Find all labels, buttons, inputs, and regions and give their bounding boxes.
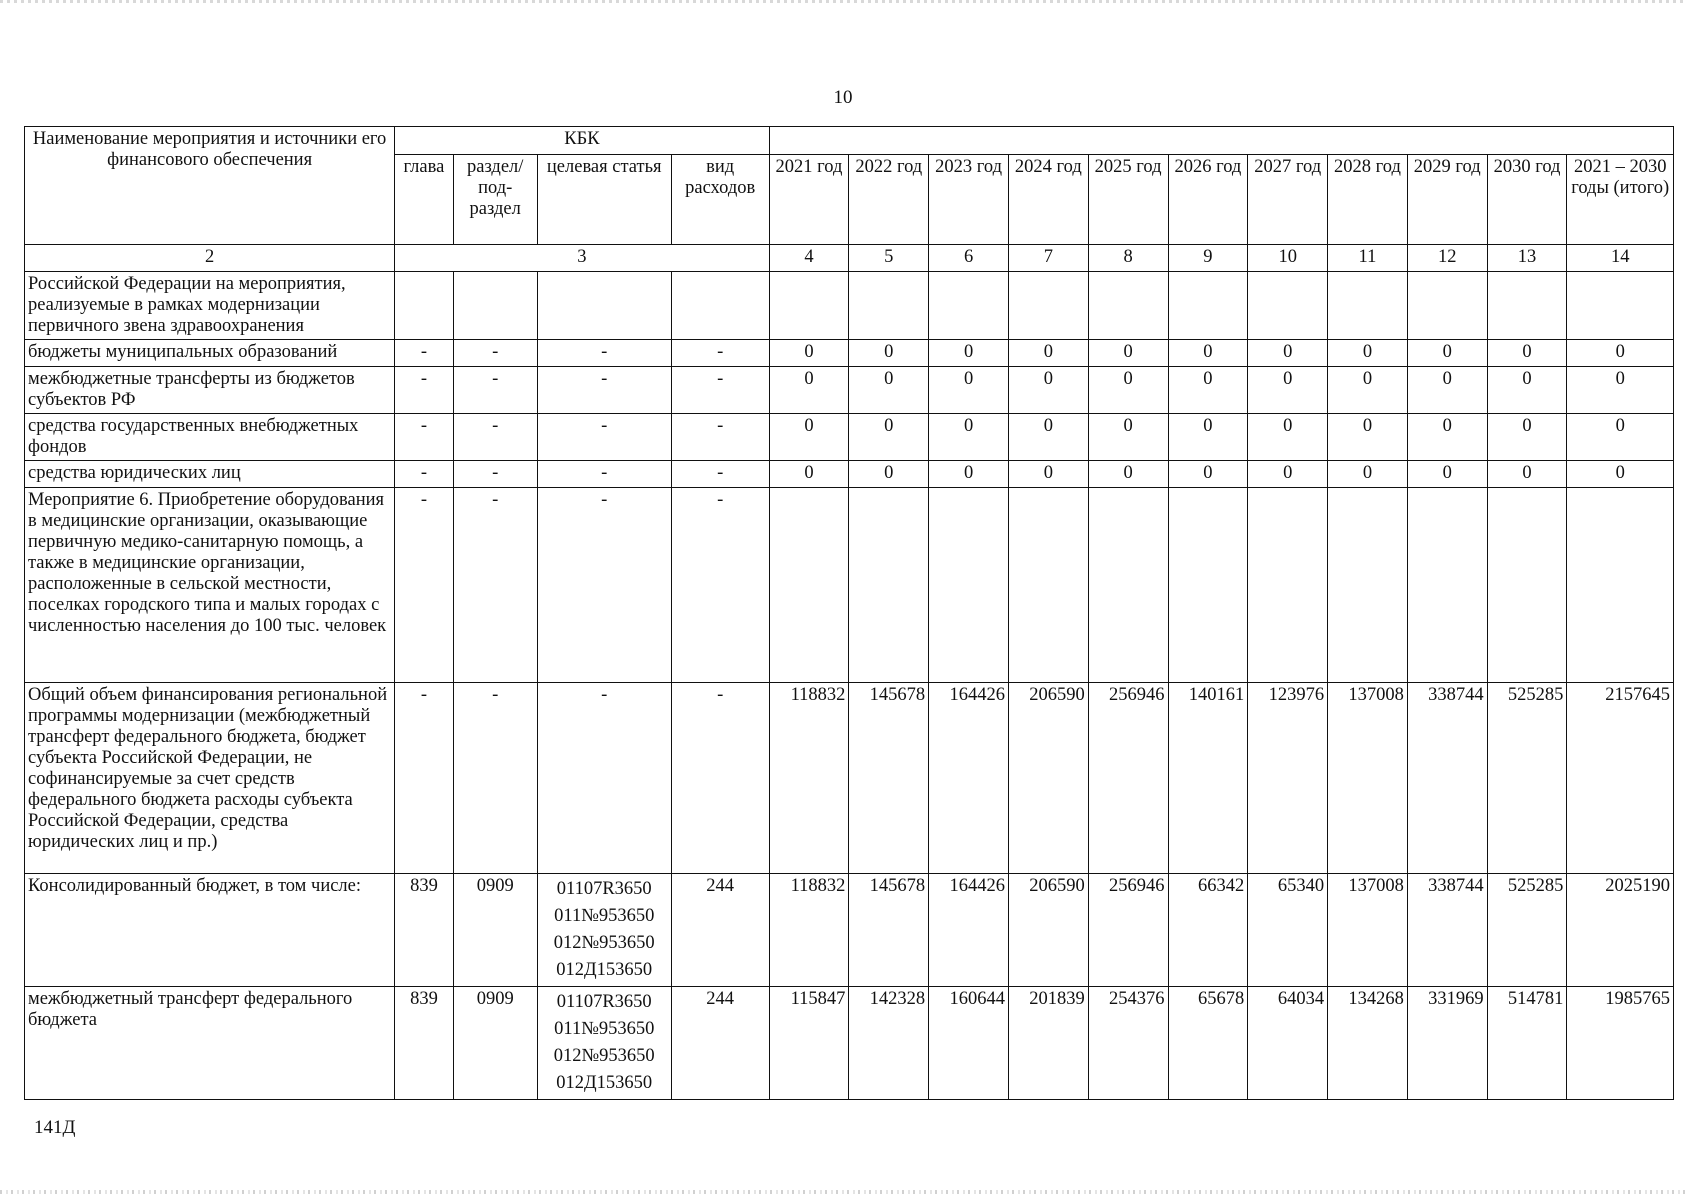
value-cell <box>1248 488 1328 683</box>
kbk-statya-code: 012Д153650 <box>556 1073 653 1093</box>
value-cell: 118832 <box>769 683 849 874</box>
kbk-statya-code: 012Д153650 <box>556 960 653 980</box>
value-cell: 0 <box>1088 367 1168 414</box>
kbk-razdel: - <box>453 340 537 367</box>
header-kbk-statya: целевая статья <box>537 155 671 245</box>
value-cell: 0 <box>769 367 849 414</box>
kbk-statya <box>537 272 671 340</box>
header-number-row <box>25 245 1674 272</box>
kbk-statya-code: 011№953650 <box>554 1019 655 1039</box>
value-cell <box>769 488 849 683</box>
kbk-razdel: - <box>453 683 537 874</box>
value-cell: 0 <box>1008 367 1088 414</box>
value-cell: 0 <box>1407 367 1487 414</box>
col-number: 5 <box>849 245 929 272</box>
value-cell: 142328 <box>849 987 929 1100</box>
kbk-glava: 839 <box>395 874 454 987</box>
row-name: средства юридических лиц <box>25 461 395 488</box>
value-cell: 0 <box>929 367 1009 414</box>
value-cell <box>1008 272 1088 340</box>
value-cell: 0 <box>1088 414 1168 461</box>
kbk-glava: 839 <box>395 987 454 1100</box>
value-cell: 0 <box>1328 367 1408 414</box>
value-cell: 1985765 <box>1567 987 1674 1100</box>
value-cell: 0 <box>1328 461 1408 488</box>
col-number: 8 <box>1088 245 1168 272</box>
row-name: Мероприятие 6. Приобретение оборудования в медицинские организации, оказывающие первичную медико-санитарную помощь, а также в медицинские организации, расположенные в сельской местности, поселках городского типа и малых городах с численностью населения до 100 тыс. человек <box>25 488 395 683</box>
value-cell: 0 <box>1008 414 1088 461</box>
value-cell: 0 <box>1567 414 1674 461</box>
header-row-1 <box>25 127 1674 155</box>
row-name: Российской Федерации на мероприятия, реализуемые в рамках модернизации первичного звена здравоохранения <box>25 272 395 340</box>
value-cell: 0 <box>1487 414 1567 461</box>
kbk-vid: 244 <box>671 874 769 987</box>
value-cell: 0 <box>929 340 1009 367</box>
value-cell <box>1567 488 1674 683</box>
value-cell: 0 <box>1407 340 1487 367</box>
value-cell: 0 <box>1248 340 1328 367</box>
col-number: 2 <box>25 245 395 272</box>
value-cell <box>1487 488 1567 683</box>
kbk-vid: - <box>671 414 769 461</box>
scan-edge-top <box>0 0 1686 3</box>
kbk-statya <box>537 987 671 1100</box>
header-year-2028: 2028 год <box>1328 155 1408 245</box>
col-number: 12 <box>1407 245 1487 272</box>
value-cell: 0 <box>1567 461 1674 488</box>
value-cell: 0 <box>1168 367 1248 414</box>
value-cell: 256946 <box>1088 683 1168 874</box>
header-year-2026: 2026 год <box>1168 155 1248 245</box>
kbk-glava: - <box>395 488 454 683</box>
value-cell: 137008 <box>1328 683 1408 874</box>
value-cell <box>849 272 929 340</box>
value-cell: 134268 <box>1328 987 1408 1100</box>
value-cell: 65678 <box>1168 987 1248 1100</box>
kbk-razdel <box>453 272 537 340</box>
header-year-2021: 2021 год <box>769 155 849 245</box>
value-cell: 0 <box>849 367 929 414</box>
value-cell <box>1168 488 1248 683</box>
value-cell: 0 <box>1487 340 1567 367</box>
kbk-razdel: - <box>453 461 537 488</box>
row-name: Консолидированный бюджет, в том числе: <box>25 874 395 987</box>
document-code: 141Д <box>34 1117 76 1138</box>
kbk-vid: 244 <box>671 987 769 1100</box>
row-name: бюджеты муниципальных образований <box>25 340 395 367</box>
kbk-glava <box>395 272 454 340</box>
table-row <box>25 461 1674 488</box>
value-cell <box>1487 272 1567 340</box>
value-cell: 0 <box>769 414 849 461</box>
header-year-2025: 2025 год <box>1088 155 1168 245</box>
value-cell: 525285 <box>1487 683 1567 874</box>
value-cell: 2025190 <box>1567 874 1674 987</box>
header-year-2029: 2029 год <box>1407 155 1487 245</box>
value-cell: 0 <box>1088 340 1168 367</box>
row-name: межбюджетные трансферты из бюджетов субъектов РФ <box>25 367 395 414</box>
kbk-statya: - <box>537 414 671 461</box>
value-cell: 0 <box>1008 340 1088 367</box>
kbk-statya: - <box>537 488 671 683</box>
value-cell <box>1407 488 1487 683</box>
value-cell: 0 <box>1248 367 1328 414</box>
value-cell <box>929 488 1009 683</box>
kbk-vid: - <box>671 461 769 488</box>
kbk-razdel: 0909 <box>453 874 537 987</box>
value-cell: 0 <box>1168 340 1248 367</box>
value-cell <box>1328 272 1408 340</box>
value-cell: 0 <box>1008 461 1088 488</box>
col-number: 4 <box>769 245 849 272</box>
table-row <box>25 367 1674 414</box>
value-cell: 2157645 <box>1567 683 1674 874</box>
value-cell: 206590 <box>1008 683 1088 874</box>
kbk-razdel: 0909 <box>453 987 537 1100</box>
kbk-glava: - <box>395 461 454 488</box>
value-cell: 0 <box>1328 414 1408 461</box>
value-cell: 338744 <box>1407 874 1487 987</box>
header-year-2022: 2022 год <box>849 155 929 245</box>
kbk-vid: - <box>671 340 769 367</box>
value-cell <box>769 272 849 340</box>
table-row <box>25 414 1674 461</box>
kbk-vid: - <box>671 488 769 683</box>
kbk-statya-code: 01107R3650 <box>556 879 652 899</box>
header-kbk-vid: вид расходов <box>671 155 769 245</box>
value-cell: 0 <box>1168 414 1248 461</box>
value-cell <box>929 272 1009 340</box>
value-cell: 0 <box>1088 461 1168 488</box>
table-header <box>25 127 1674 272</box>
value-cell: 0 <box>1567 340 1674 367</box>
value-cell: 338744 <box>1407 683 1487 874</box>
kbk-statya <box>537 874 671 987</box>
kbk-glava: - <box>395 340 454 367</box>
kbk-vid: - <box>671 367 769 414</box>
value-cell: 0 <box>929 461 1009 488</box>
scan-edge-bottom <box>0 1190 1686 1194</box>
value-cell: 0 <box>769 340 849 367</box>
header-year-2024: 2024 год <box>1008 155 1088 245</box>
value-cell: 0 <box>1328 340 1408 367</box>
value-cell: 145678 <box>849 874 929 987</box>
kbk-razdel: - <box>453 488 537 683</box>
value-cell: 115847 <box>769 987 849 1100</box>
value-cell: 206590 <box>1008 874 1088 987</box>
kbk-glava: - <box>395 367 454 414</box>
kbk-glava: - <box>395 683 454 874</box>
header-kbk-razdel: раздел/ под- раздел <box>453 155 537 245</box>
value-cell: 0 <box>1567 367 1674 414</box>
header-year-2027: 2027 год <box>1248 155 1328 245</box>
header-name: Наименование мероприятия и источники его финансового обеспечения <box>25 127 395 245</box>
value-cell: 0 <box>769 461 849 488</box>
value-cell: 123976 <box>1248 683 1328 874</box>
value-cell: 0 <box>849 414 929 461</box>
header-years-blank <box>769 127 1673 155</box>
table-body <box>25 272 1674 1100</box>
kbk-razdel: - <box>453 414 537 461</box>
kbk-statya-code: 01107R3650 <box>556 992 652 1012</box>
value-cell: 254376 <box>1088 987 1168 1100</box>
value-cell: 64034 <box>1248 987 1328 1100</box>
header-kbk: КБК <box>395 127 769 155</box>
value-cell <box>1567 272 1674 340</box>
col-number: 6 <box>929 245 1009 272</box>
value-cell <box>1248 272 1328 340</box>
value-cell: 164426 <box>929 683 1009 874</box>
budget-table <box>24 126 1674 1100</box>
value-cell: 201839 <box>1008 987 1088 1100</box>
header-year-2023: 2023 год <box>929 155 1009 245</box>
kbk-statya: - <box>537 367 671 414</box>
value-cell: 145678 <box>849 683 929 874</box>
value-cell <box>1088 272 1168 340</box>
value-cell: 0 <box>1407 414 1487 461</box>
table-row <box>25 340 1674 367</box>
row-name: средства государственных внебюджетных фондов <box>25 414 395 461</box>
table-row <box>25 683 1674 874</box>
value-cell: 0 <box>1407 461 1487 488</box>
value-cell <box>1328 488 1408 683</box>
kbk-glava: - <box>395 414 454 461</box>
value-cell <box>1168 272 1248 340</box>
col-number: 14 <box>1567 245 1674 272</box>
kbk-statya: - <box>537 340 671 367</box>
col-number: 11 <box>1328 245 1408 272</box>
kbk-statya-code: 012№953650 <box>553 1046 655 1066</box>
col-number: 9 <box>1168 245 1248 272</box>
value-cell: 118832 <box>769 874 849 987</box>
value-cell: 525285 <box>1487 874 1567 987</box>
header-year-total: 2021 – 2030 годы (итого) <box>1567 155 1674 245</box>
col-number: 10 <box>1248 245 1328 272</box>
row-name: межбюджетный трансферт федерального бюджета <box>25 987 395 1100</box>
value-cell: 0 <box>929 414 1009 461</box>
value-cell: 0 <box>1487 461 1567 488</box>
value-cell <box>1407 272 1487 340</box>
table-row <box>25 987 1674 1100</box>
value-cell: 256946 <box>1088 874 1168 987</box>
value-cell: 0 <box>1487 367 1567 414</box>
table-row <box>25 874 1674 987</box>
header-year-2030: 2030 год <box>1487 155 1567 245</box>
value-cell: 0 <box>1248 461 1328 488</box>
kbk-vid <box>671 272 769 340</box>
value-cell: 0 <box>849 340 929 367</box>
value-cell: 0 <box>1168 461 1248 488</box>
page-number: 10 <box>833 87 853 108</box>
value-cell: 160644 <box>929 987 1009 1100</box>
kbk-vid: - <box>671 683 769 874</box>
row-name: Общий объем финансирования региональной программы модернизации (межбюджетный трансферт федерального бюджета, бюджет субъекта Российской Федерации, не софинансируемые за счет средств федерального бюджета расходы субъекта Российской Федерации, средства юридических лиц и пр.) <box>25 683 395 874</box>
col-number: 7 <box>1008 245 1088 272</box>
value-cell: 514781 <box>1487 987 1567 1100</box>
value-cell: 137008 <box>1328 874 1408 987</box>
table-row <box>25 488 1674 683</box>
value-cell <box>849 488 929 683</box>
kbk-statya-code: 012№953650 <box>553 933 655 953</box>
value-cell: 0 <box>849 461 929 488</box>
kbk-statya: - <box>537 683 671 874</box>
kbk-statya: - <box>537 461 671 488</box>
kbk-razdel: - <box>453 367 537 414</box>
value-cell: 331969 <box>1407 987 1487 1100</box>
value-cell: 66342 <box>1168 874 1248 987</box>
value-cell: 0 <box>1248 414 1328 461</box>
value-cell <box>1008 488 1088 683</box>
col-number: 13 <box>1487 245 1567 272</box>
value-cell: 164426 <box>929 874 1009 987</box>
value-cell: 65340 <box>1248 874 1328 987</box>
col-number: 3 <box>395 245 769 272</box>
header-kbk-glava: глава <box>395 155 454 245</box>
value-cell: 140161 <box>1168 683 1248 874</box>
value-cell <box>1088 488 1168 683</box>
kbk-statya-code: 011№953650 <box>554 906 655 926</box>
table-row <box>25 272 1674 340</box>
